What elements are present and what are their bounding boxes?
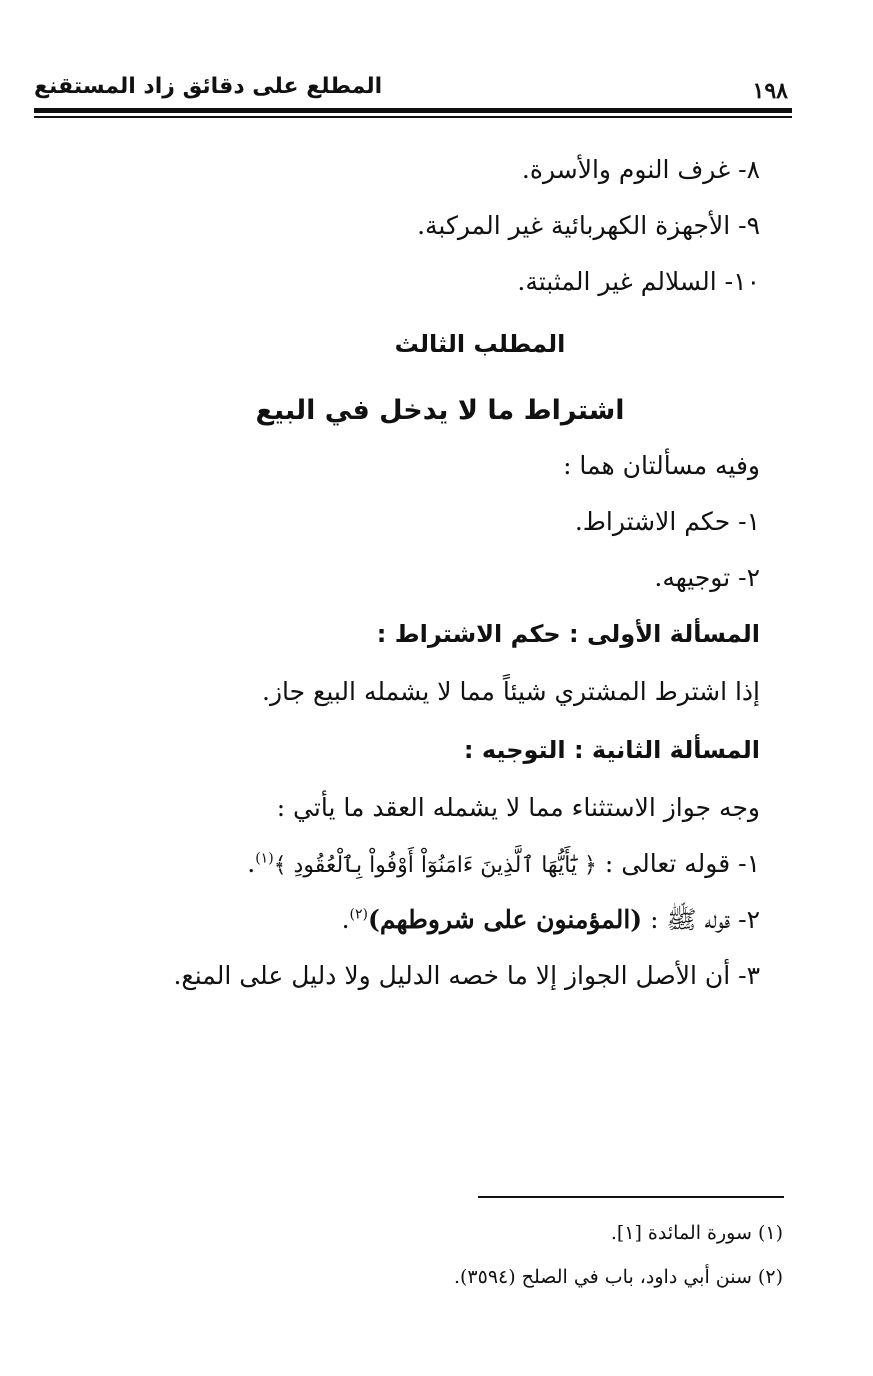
list-item: ٨- غرف النوم والأسرة.: [521, 155, 760, 184]
page-number: ١٩٨: [752, 78, 788, 104]
evidence-prefix: ٢- قوله ﷺ :: [650, 905, 760, 934]
footnote: (٢) سنن أبي داود، باب في الصلح (٣٥٩٤).: [453, 1266, 783, 1288]
header-rule: [34, 108, 792, 113]
issue2-intro: وجه جواز الاستثناء مما لا يشمله العقد ما يأتي :: [276, 793, 760, 822]
issue-item: ١- حكم الاشتراط.: [574, 507, 760, 536]
issue2-heading: المسألة الثانية : التوجيه :: [463, 736, 760, 764]
issue-item: ٢- توجيهه.: [654, 563, 760, 592]
list-item: ٩- الأجهزة الكهربائية غير المركبة.: [417, 211, 760, 240]
footnote-ref: (١): [255, 850, 274, 867]
footnote: (١) سورة المائدة [١].: [610, 1222, 783, 1244]
evidence-prefix: ١- قوله تعالى :: [604, 849, 760, 878]
sentence-end: .: [247, 849, 256, 878]
section-title: اشتراط ما لا يدخل في البيع: [255, 395, 625, 426]
header-rule-thin: [34, 116, 792, 118]
section-heading: المطلب الثالث: [394, 330, 566, 358]
list-item: ١٠- السلالم غير المثبتة.: [517, 267, 760, 296]
footnote-ref: (٢): [349, 906, 368, 923]
sentence-end: .: [341, 905, 350, 934]
evidence-hadith: [342, 900, 760, 940]
intro-text: وفيه مسألتان هما :: [563, 451, 760, 480]
evidence-principle: ٣- أن الأصل الجواز إلا ما خصه الدليل ولا دليل على المنع.: [173, 961, 760, 990]
running-header: [34, 74, 792, 104]
issue1-heading: المسألة الأولى : حكم الاشتراط :: [376, 620, 760, 648]
issue1-text: إذا اشترط المشتري شيئاً مما لا يشمله البيع جاز.: [262, 677, 760, 706]
quran-verse: ﴿ يَٰٓأَيُّهَا ٱلَّذِينَ ءَامَنُوٓاْ أَوْفُواْ بِٱلْعُقُودِ ﴾: [273, 853, 597, 878]
book-title: المطلع على دقائق زاد المستقنع: [34, 74, 383, 99]
hadith-text: (المؤمنون على شروطهم): [368, 905, 643, 934]
evidence-quran: [247, 844, 760, 886]
footnote-rule: [478, 1196, 784, 1198]
